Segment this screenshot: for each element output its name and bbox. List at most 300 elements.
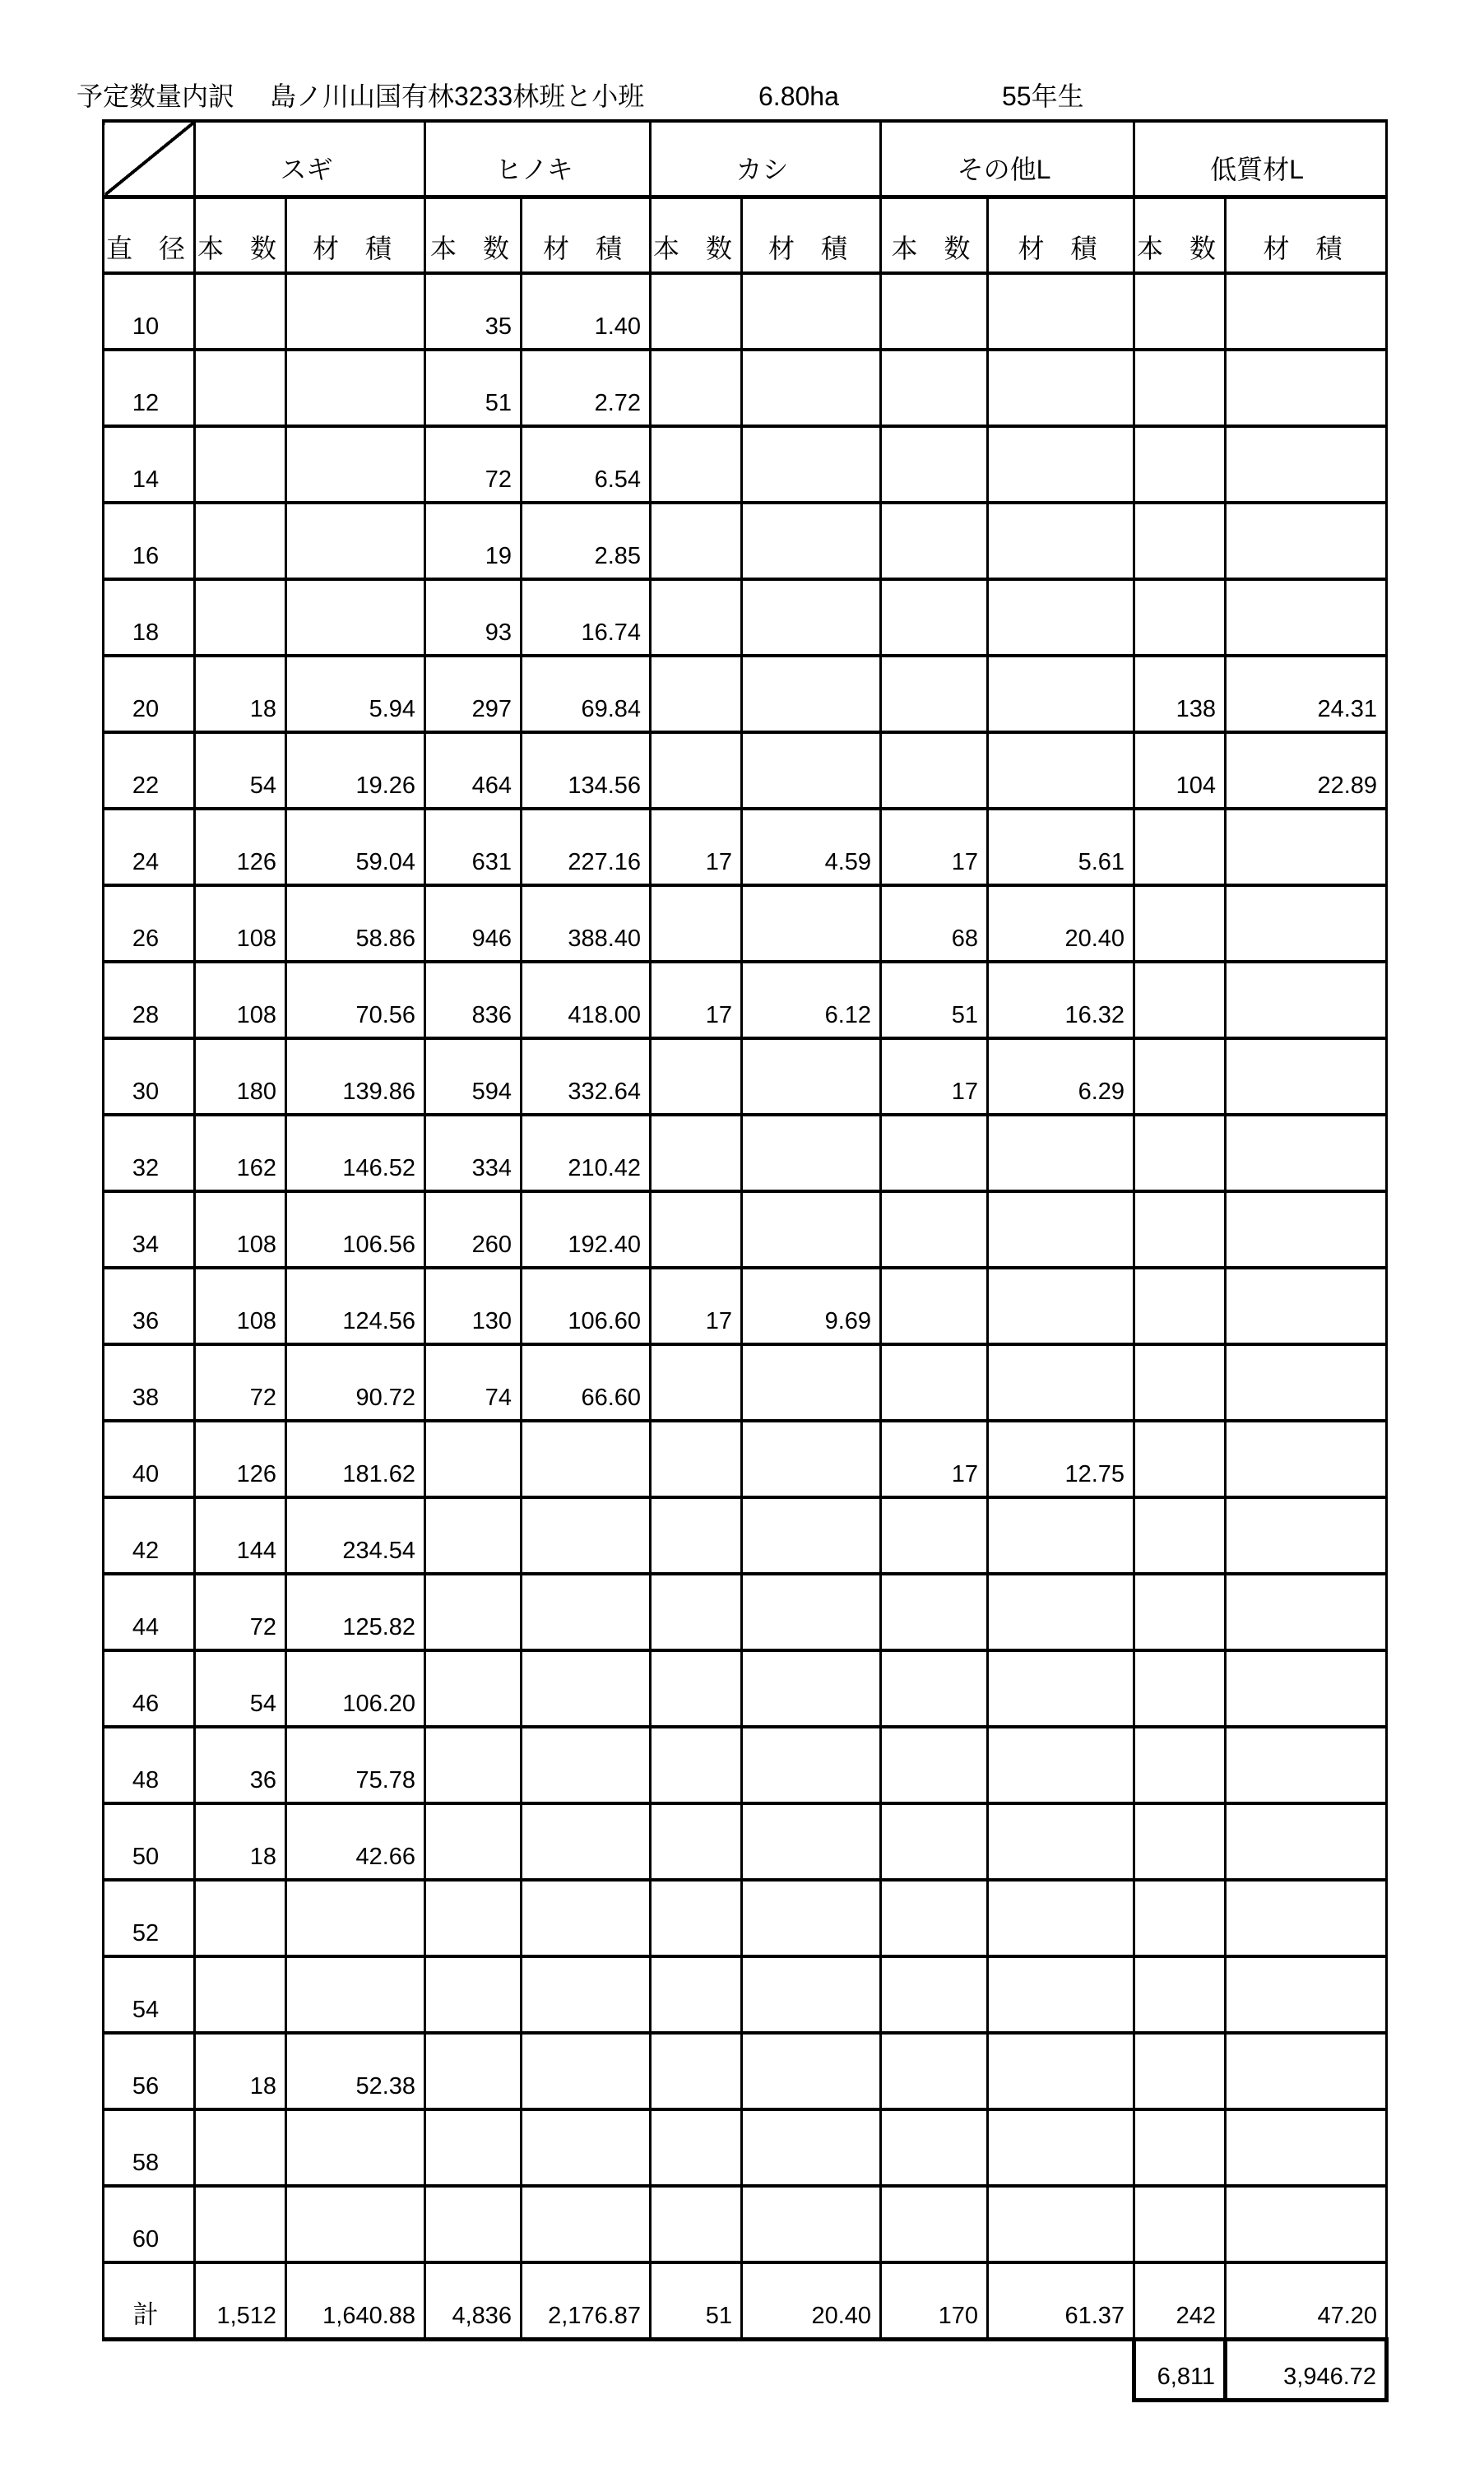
kashi-volume-cell — [742, 1191, 881, 1268]
diameter-row-16 — [104, 503, 1387, 579]
hinoki-volume-cell — [522, 1727, 651, 1803]
sugi-count-cell: 126 — [195, 809, 286, 885]
hinoki-volume-cell: 210.42 — [522, 1115, 651, 1191]
sugi-volume-cell: 106.20 — [286, 1650, 425, 1727]
sugi-volume-cell: 106.56 — [286, 1191, 425, 1268]
other-count-cell: 17 — [881, 1038, 988, 1115]
diameter-cell: 28 — [104, 962, 195, 1038]
lowgrade-count-cell — [1134, 1880, 1226, 1956]
diameter-cell: 32 — [104, 1115, 195, 1191]
other-volume-cell — [988, 1803, 1134, 1880]
lowgrade-count-cell — [1134, 1803, 1226, 1880]
kashi-count-cell — [651, 1956, 742, 2033]
kashi-volume-cell — [742, 350, 881, 426]
lowgrade-volume-cell — [1226, 809, 1387, 885]
kashi-volume-cell — [742, 885, 881, 962]
kashi-volume-cell — [742, 1650, 881, 1727]
diameter-cell: 40 — [104, 1421, 195, 1497]
sugi-count-total-cell: 1,512 — [195, 2262, 286, 2339]
hinoki-count-cell — [425, 1574, 522, 1650]
other-volume-cell — [988, 1497, 1134, 1574]
sugi-volume-cell: 90.72 — [286, 1344, 425, 1421]
sugi-count-header: 本 数 — [195, 197, 286, 273]
sugi-volume-cell: 125.82 — [286, 1574, 425, 1650]
diameter-row-58 — [104, 2109, 1387, 2186]
sugi-count-cell: 72 — [195, 1344, 286, 1421]
other-volume-total-cell: 61.37 — [988, 2262, 1134, 2339]
kashi-count-cell — [651, 1880, 742, 1956]
sugi-volume-cell — [286, 1880, 425, 1956]
diameter-row-18 — [104, 579, 1387, 656]
other-count-cell — [881, 350, 988, 426]
sugi-volume-cell — [286, 1956, 425, 2033]
hinoki-volume-cell: 418.00 — [522, 962, 651, 1038]
other-volume-header: 材 積 — [988, 197, 1134, 273]
other-count-cell — [881, 1344, 988, 1421]
kashi-volume-cell — [742, 1727, 881, 1803]
hinoki-volume-cell — [522, 1956, 651, 2033]
lowgrade-volume-cell — [1226, 1344, 1387, 1421]
lowgrade-count-cell — [1134, 350, 1226, 426]
kashi-count-cell — [651, 656, 742, 732]
diameter-row-24 — [104, 809, 1387, 885]
lowgrade-volume-cell — [1226, 1191, 1387, 1268]
kashi-count-cell — [651, 273, 742, 350]
hinoki-count-cell: 464 — [425, 732, 522, 809]
lowgrade-count-cell — [1134, 1115, 1226, 1191]
sugi-volume-cell — [286, 426, 425, 503]
grand-total-volume-cell: 3,946.72 — [1226, 2339, 1387, 2400]
lowgrade-count-cell — [1134, 809, 1226, 885]
kashi-count-cell: 17 — [651, 1268, 742, 1344]
diameter-cell: 26 — [104, 885, 195, 962]
hinoki-volume-cell — [522, 1574, 651, 1650]
diameter-row-56 — [104, 2033, 1387, 2109]
other-volume-cell: 12.75 — [988, 1421, 1134, 1497]
sugi-volume-cell: 59.04 — [286, 809, 425, 885]
hinoki-volume-cell: 2.72 — [522, 350, 651, 426]
other-count-cell — [881, 1956, 988, 2033]
sugi-count-cell — [195, 1880, 286, 1956]
lowgrade-count-total-cell: 242 — [1134, 2262, 1226, 2339]
kashi-count-cell — [651, 1344, 742, 1421]
kashi-volume-cell — [742, 426, 881, 503]
hinoki-count-cell: 260 — [425, 1191, 522, 1268]
other-volume-cell — [988, 2186, 1134, 2262]
sugi-count-cell: 144 — [195, 1497, 286, 1574]
hinoki-count-cell — [425, 1956, 522, 2033]
diameter-cell: 34 — [104, 1191, 195, 1268]
lowgrade-volume-cell — [1226, 1497, 1387, 1574]
diameter-row-52 — [104, 1880, 1387, 1956]
lowgrade-count-cell — [1134, 1191, 1226, 1268]
other-volume-cell — [988, 656, 1134, 732]
sugi-count-cell: 72 — [195, 1574, 286, 1650]
lowgrade-volume-cell: 22.89 — [1226, 732, 1387, 809]
sugi-volume-cell — [286, 2109, 425, 2186]
hinoki-volume-cell: 227.16 — [522, 809, 651, 885]
hinoki-volume-cell: 332.64 — [522, 1038, 651, 1115]
stand-age-label: 55年生 — [1002, 81, 1084, 111]
hinoki-volume-cell: 69.84 — [522, 656, 651, 732]
other-volume-cell — [988, 1727, 1134, 1803]
species-header-lowgrade: 低質材L — [1134, 121, 1387, 197]
hinoki-count-total-cell: 4,836 — [425, 2262, 522, 2339]
hinoki-count-cell: 946 — [425, 885, 522, 962]
other-count-cell — [881, 1727, 988, 1803]
hinoki-count-cell: 836 — [425, 962, 522, 1038]
sugi-volume-cell: 124.56 — [286, 1268, 425, 1344]
lowgrade-volume-cell — [1226, 962, 1387, 1038]
lowgrade-volume-cell — [1226, 1803, 1387, 1880]
lowgrade-count-cell — [1134, 273, 1226, 350]
diameter-cell: 54 — [104, 1956, 195, 2033]
hinoki-volume-total-cell: 2,176.87 — [522, 2262, 651, 2339]
species-header-kashi: カシ — [651, 121, 881, 197]
sugi-count-cell — [195, 426, 286, 503]
other-volume-cell: 16.32 — [988, 962, 1134, 1038]
hinoki-count-cell: 130 — [425, 1268, 522, 1344]
hinoki-volume-cell: 2.85 — [522, 503, 651, 579]
diameter-row-42 — [104, 1497, 1387, 1574]
kashi-count-cell — [651, 1497, 742, 1574]
hinoki-count-cell — [425, 2109, 522, 2186]
hinoki-volume-cell — [522, 2109, 651, 2186]
species-header-row — [104, 121, 1387, 197]
other-count-header: 本 数 — [881, 197, 988, 273]
other-volume-cell — [988, 1650, 1134, 1727]
sugi-volume-header: 材 積 — [286, 197, 425, 273]
diameter-row-40 — [104, 1421, 1387, 1497]
hinoki-volume-cell: 16.74 — [522, 579, 651, 656]
diameter-row-32 — [104, 1115, 1387, 1191]
subheader-row — [104, 197, 1387, 273]
hinoki-volume-cell — [522, 1650, 651, 1727]
sugi-count-cell — [195, 350, 286, 426]
sugi-count-cell: 18 — [195, 1803, 286, 1880]
kashi-volume-cell — [742, 1880, 881, 1956]
kashi-count-cell — [651, 1115, 742, 1191]
kashi-count-cell — [651, 503, 742, 579]
hinoki-count-cell: 19 — [425, 503, 522, 579]
diameter-header: 直 径 — [104, 197, 195, 273]
lowgrade-volume-cell — [1226, 350, 1387, 426]
lowgrade-count-cell — [1134, 2109, 1226, 2186]
other-volume-cell — [988, 1115, 1134, 1191]
lowgrade-volume-total-cell: 47.20 — [1226, 2262, 1387, 2339]
blank-cell — [881, 2339, 988, 2400]
hinoki-count-cell — [425, 1803, 522, 1880]
lowgrade-volume-cell — [1226, 2033, 1387, 2109]
species-header-sugi: スギ — [195, 121, 425, 197]
page-title: 予定数量内訳 — [77, 81, 235, 111]
lowgrade-volume-cell — [1226, 1421, 1387, 1497]
other-count-cell — [881, 273, 988, 350]
diameter-row-28 — [104, 962, 1387, 1038]
lowgrade-volume-cell — [1226, 1038, 1387, 1115]
species-header-other: その他L — [881, 121, 1134, 197]
kashi-count-cell: 17 — [651, 962, 742, 1038]
hinoki-volume-cell: 192.40 — [522, 1191, 651, 1268]
kashi-count-cell — [651, 1803, 742, 1880]
hinoki-volume-cell — [522, 1421, 651, 1497]
blank-cell — [742, 2339, 881, 2400]
diameter-cell: 56 — [104, 2033, 195, 2109]
kashi-count-cell — [651, 350, 742, 426]
other-volume-cell — [988, 732, 1134, 809]
diameter-row-38 — [104, 1344, 1387, 1421]
lowgrade-volume-cell — [1226, 885, 1387, 962]
sugi-volume-cell — [286, 579, 425, 656]
kashi-volume-cell — [742, 732, 881, 809]
blank-cell — [286, 2339, 425, 2400]
kashi-count-cell — [651, 426, 742, 503]
diameter-cell: 42 — [104, 1497, 195, 1574]
hinoki-volume-cell: 106.60 — [522, 1268, 651, 1344]
hinoki-volume-cell: 1.40 — [522, 273, 651, 350]
hinoki-count-cell: 631 — [425, 809, 522, 885]
kashi-volume-cell — [742, 579, 881, 656]
other-count-cell — [881, 732, 988, 809]
other-count-cell — [881, 1191, 988, 1268]
quantity-breakdown-table — [102, 119, 1389, 2402]
diameter-row-34 — [104, 1191, 1387, 1268]
sugi-count-cell: 18 — [195, 2033, 286, 2109]
lowgrade-count-cell — [1134, 2033, 1226, 2109]
other-count-cell — [881, 1268, 988, 1344]
other-volume-cell — [988, 2033, 1134, 2109]
kashi-count-cell — [651, 1038, 742, 1115]
lowgrade-count-cell — [1134, 1038, 1226, 1115]
sugi-volume-cell: 139.86 — [286, 1038, 425, 1115]
other-volume-cell — [988, 503, 1134, 579]
diameter-cell: 38 — [104, 1344, 195, 1421]
diameter-cell: 14 — [104, 426, 195, 503]
total-row — [104, 2262, 1387, 2339]
diameter-cell: 12 — [104, 350, 195, 426]
hinoki-count-cell: 93 — [425, 579, 522, 656]
lowgrade-count-cell — [1134, 1727, 1226, 1803]
other-volume-cell — [988, 1344, 1134, 1421]
lowgrade-count-cell — [1134, 503, 1226, 579]
diameter-cell: 50 — [104, 1803, 195, 1880]
kashi-count-header: 本 数 — [651, 197, 742, 273]
sugi-volume-cell: 52.38 — [286, 2033, 425, 2109]
sugi-volume-cell — [286, 503, 425, 579]
diameter-row-22 — [104, 732, 1387, 809]
other-count-cell — [881, 1115, 988, 1191]
other-volume-cell — [988, 350, 1134, 426]
other-count-cell — [881, 503, 988, 579]
other-count-cell — [881, 1650, 988, 1727]
kashi-volume-cell — [742, 273, 881, 350]
diameter-cell: 36 — [104, 1268, 195, 1344]
hinoki-volume-cell — [522, 2186, 651, 2262]
diameter-row-60 — [104, 2186, 1387, 2262]
kashi-count-cell — [651, 1191, 742, 1268]
other-volume-cell — [988, 1268, 1134, 1344]
lowgrade-count-cell — [1134, 1650, 1226, 1727]
lowgrade-volume-cell — [1226, 2186, 1387, 2262]
sugi-volume-cell: 58.86 — [286, 885, 425, 962]
sugi-count-cell — [195, 1956, 286, 2033]
area-label: 6.80ha — [758, 81, 839, 111]
diameter-row-44 — [104, 1574, 1387, 1650]
hinoki-volume-cell: 134.56 — [522, 732, 651, 809]
diameter-row-46 — [104, 1650, 1387, 1727]
diameter-row-36 — [104, 1268, 1387, 1344]
lowgrade-volume-cell — [1226, 1115, 1387, 1191]
kashi-count-cell — [651, 2186, 742, 2262]
other-count-cell: 68 — [881, 885, 988, 962]
lowgrade-volume-cell — [1226, 1650, 1387, 1727]
lowgrade-count-cell — [1134, 1421, 1226, 1497]
other-count-cell: 51 — [881, 962, 988, 1038]
other-count-cell — [881, 656, 988, 732]
diameter-cell: 30 — [104, 1038, 195, 1115]
hinoki-volume-header: 材 積 — [522, 197, 651, 273]
lowgrade-count-cell — [1134, 1344, 1226, 1421]
lowgrade-volume-cell — [1226, 1268, 1387, 1344]
diameter-cell: 58 — [104, 2109, 195, 2186]
blank-cell — [195, 2339, 286, 2400]
lowgrade-volume-cell — [1226, 1956, 1387, 2033]
kashi-volume-cell — [742, 1038, 881, 1115]
other-volume-cell — [988, 1574, 1134, 1650]
lowgrade-count-cell: 104 — [1134, 732, 1226, 809]
hinoki-volume-cell — [522, 1880, 651, 1956]
kashi-volume-cell — [742, 1803, 881, 1880]
diameter-cell: 20 — [104, 656, 195, 732]
kashi-count-cell — [651, 1727, 742, 1803]
lowgrade-count-cell — [1134, 885, 1226, 962]
grand-total-count-cell: 6,811 — [1134, 2339, 1226, 2400]
kashi-volume-cell — [742, 1956, 881, 2033]
lowgrade-volume-cell — [1226, 273, 1387, 350]
sugi-volume-cell: 234.54 — [286, 1497, 425, 1574]
sugi-volume-cell: 19.26 — [286, 732, 425, 809]
other-volume-cell — [988, 579, 1134, 656]
other-count-cell — [881, 1497, 988, 1574]
lowgrade-count-cell: 138 — [1134, 656, 1226, 732]
sugi-count-cell — [195, 2109, 286, 2186]
kashi-volume-cell: 4.59 — [742, 809, 881, 885]
hinoki-count-cell — [425, 2186, 522, 2262]
sugi-volume-cell: 181.62 — [286, 1421, 425, 1497]
sugi-volume-total-cell: 1,640.88 — [286, 2262, 425, 2339]
lowgrade-volume-cell: 24.31 — [1226, 656, 1387, 732]
sugi-count-cell — [195, 273, 286, 350]
kashi-count-cell — [651, 2033, 742, 2109]
other-count-cell — [881, 1803, 988, 1880]
other-volume-cell: 5.61 — [988, 809, 1134, 885]
sugi-volume-cell: 75.78 — [286, 1727, 425, 1803]
diameter-row-26 — [104, 885, 1387, 962]
lowgrade-count-cell — [1134, 1574, 1226, 1650]
sugi-count-cell: 162 — [195, 1115, 286, 1191]
sugi-count-cell: 54 — [195, 732, 286, 809]
kashi-count-cell — [651, 1421, 742, 1497]
diameter-cell: 24 — [104, 809, 195, 885]
grand-total-row — [104, 2339, 1387, 2400]
blank-cell — [104, 2339, 195, 2400]
hinoki-count-cell: 72 — [425, 426, 522, 503]
kashi-count-cell — [651, 1574, 742, 1650]
total-label-cell: 計 — [104, 2262, 195, 2339]
other-volume-cell — [988, 2109, 1134, 2186]
blank-cell — [988, 2339, 1134, 2400]
kashi-volume-cell — [742, 1115, 881, 1191]
hinoki-volume-cell — [522, 1497, 651, 1574]
sugi-count-cell: 126 — [195, 1421, 286, 1497]
sugi-volume-cell — [286, 273, 425, 350]
kashi-count-cell — [651, 1650, 742, 1727]
diameter-row-54 — [104, 1956, 1387, 2033]
sugi-count-cell — [195, 2186, 286, 2262]
kashi-volume-header: 材 積 — [742, 197, 881, 273]
kashi-volume-cell — [742, 503, 881, 579]
kashi-count-cell: 17 — [651, 809, 742, 885]
sugi-volume-cell: 42.66 — [286, 1803, 425, 1880]
kashi-count-cell — [651, 885, 742, 962]
hinoki-volume-cell: 66.60 — [522, 1344, 651, 1421]
diameter-row-12 — [104, 350, 1387, 426]
other-count-cell — [881, 579, 988, 656]
kashi-count-cell — [651, 732, 742, 809]
diameter-cell: 48 — [104, 1727, 195, 1803]
hinoki-count-header: 本 数 — [425, 197, 522, 273]
kashi-volume-cell: 6.12 — [742, 962, 881, 1038]
diameter-row-14 — [104, 426, 1387, 503]
lowgrade-count-cell — [1134, 579, 1226, 656]
sugi-count-cell: 108 — [195, 962, 286, 1038]
diameter-cell: 22 — [104, 732, 195, 809]
other-count-cell — [881, 1880, 988, 1956]
sugi-count-cell: 54 — [195, 1650, 286, 1727]
other-volume-cell — [988, 273, 1134, 350]
sugi-count-cell: 108 — [195, 1268, 286, 1344]
hinoki-volume-cell — [522, 1803, 651, 1880]
lowgrade-count-cell — [1134, 1497, 1226, 1574]
hinoki-count-cell — [425, 1880, 522, 1956]
sugi-count-cell: 108 — [195, 885, 286, 962]
kashi-volume-cell — [742, 2033, 881, 2109]
hinoki-count-cell — [425, 2033, 522, 2109]
other-volume-cell — [988, 426, 1134, 503]
other-count-cell — [881, 2186, 988, 2262]
hinoki-volume-cell: 388.40 — [522, 885, 651, 962]
other-count-total-cell: 170 — [881, 2262, 988, 2339]
other-volume-cell — [988, 1880, 1134, 1956]
blank-cell — [651, 2339, 742, 2400]
hinoki-volume-cell: 6.54 — [522, 426, 651, 503]
hinoki-count-cell: 74 — [425, 1344, 522, 1421]
kashi-volume-cell — [742, 2109, 881, 2186]
diameter-row-48 — [104, 1727, 1387, 1803]
blank-cell — [425, 2339, 522, 2400]
hinoki-count-cell: 297 — [425, 656, 522, 732]
lowgrade-volume-cell — [1226, 426, 1387, 503]
blank-cell — [522, 2339, 651, 2400]
diameter-row-30 — [104, 1038, 1387, 1115]
lowgrade-volume-cell — [1226, 1880, 1387, 1956]
diameter-cell: 44 — [104, 1574, 195, 1650]
corner-diagonal-cell — [104, 121, 195, 197]
hinoki-count-cell — [425, 1421, 522, 1497]
other-count-cell: 17 — [881, 809, 988, 885]
lowgrade-volume-cell — [1226, 503, 1387, 579]
sugi-volume-cell: 146.52 — [286, 1115, 425, 1191]
